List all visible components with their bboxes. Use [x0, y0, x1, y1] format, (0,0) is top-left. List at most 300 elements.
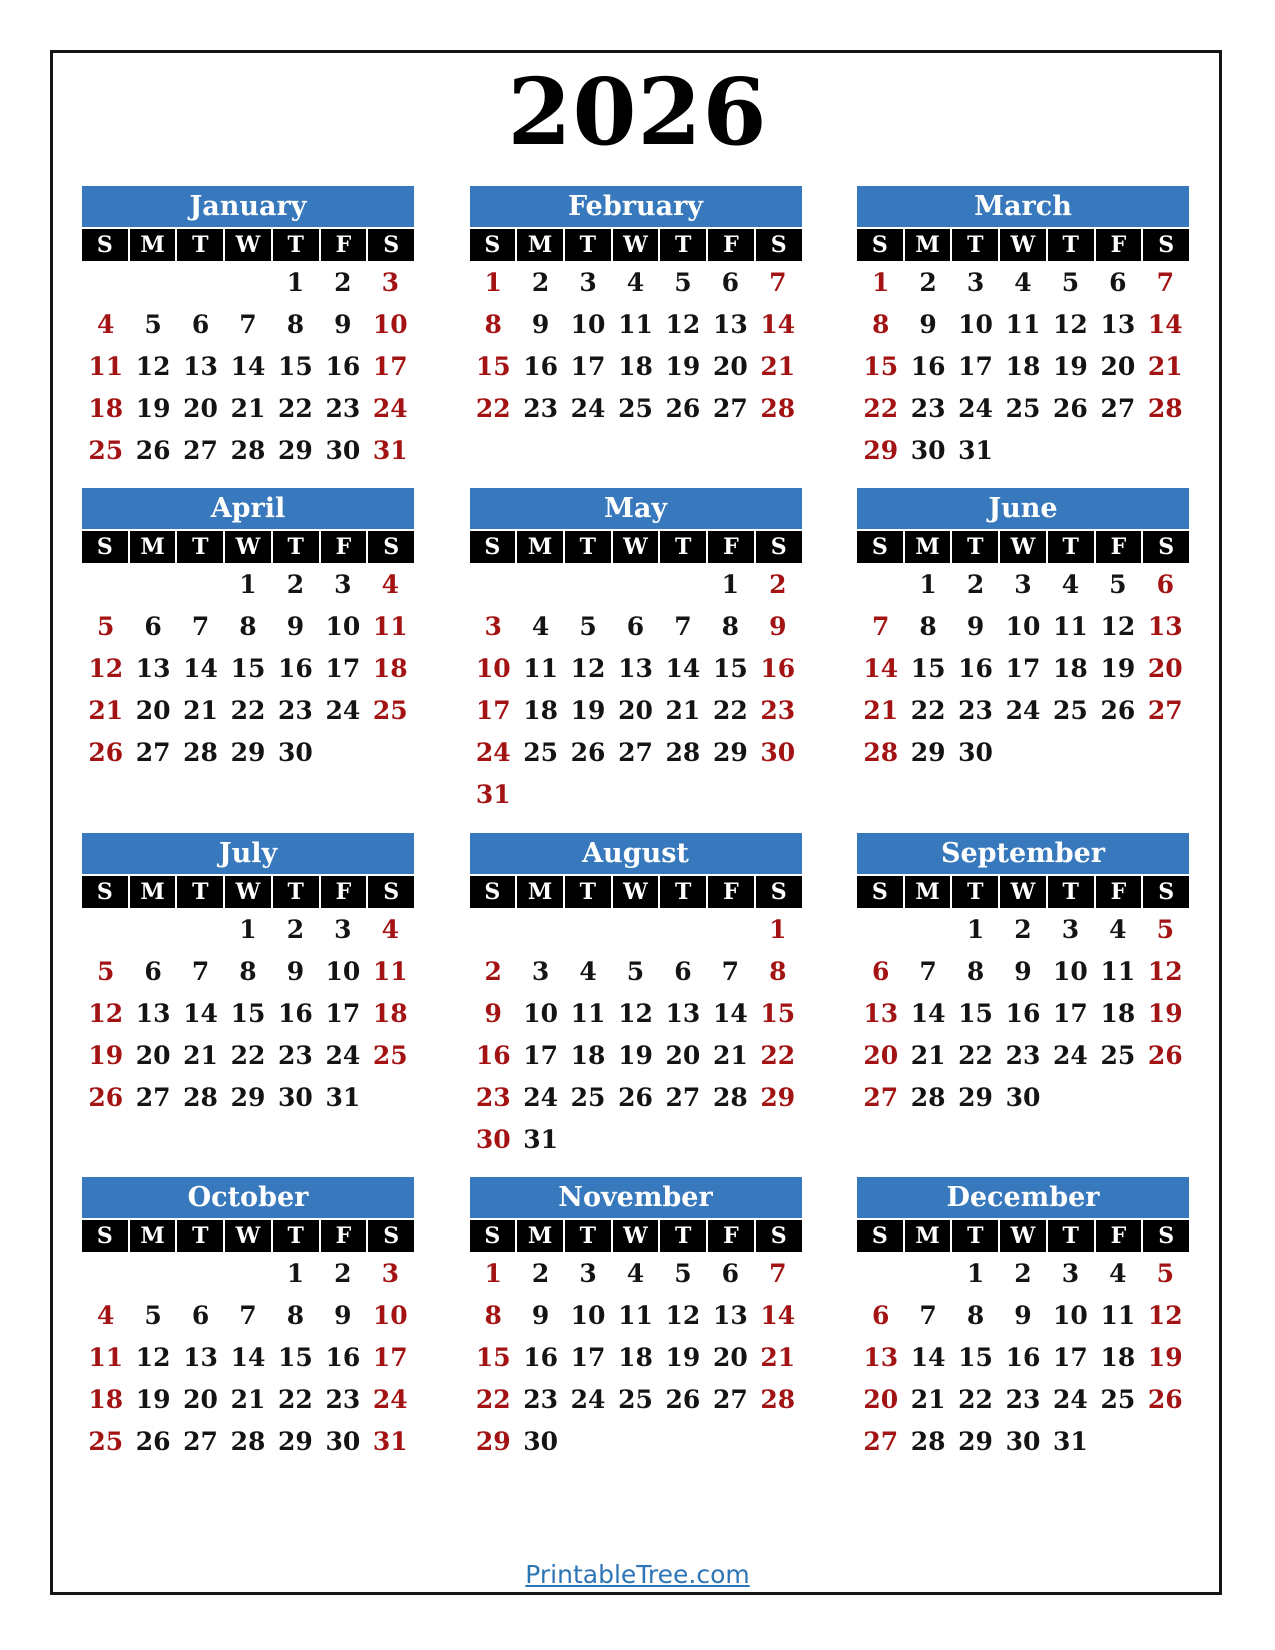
day-of-week-cell: W — [225, 1220, 271, 1252]
date-cell: 23 — [1005, 1384, 1041, 1414]
date-cell: 26 — [135, 435, 171, 465]
day-of-week-cell: T — [565, 876, 611, 908]
date-cell: 26 — [665, 393, 701, 423]
date-cell: 25 — [618, 1384, 653, 1414]
date-cell: 27 — [183, 435, 218, 465]
date-cell: 25 — [372, 1040, 408, 1070]
date-cell: 4 — [97, 309, 115, 339]
date-cell: 27 — [712, 393, 748, 423]
date-grid — [857, 261, 1189, 471]
date-cell — [1047, 1076, 1094, 1118]
date-cell: 30 — [475, 1124, 511, 1154]
date-cell: 21 — [863, 695, 899, 725]
date-cell: 15 — [958, 1342, 993, 1372]
date-cell: 20 — [1147, 653, 1183, 683]
day-of-week-cell: T — [565, 1220, 611, 1252]
date-cell: 18 — [1053, 653, 1088, 683]
date-cell — [564, 773, 611, 815]
day-of-week-cell: S — [857, 531, 903, 563]
month-block — [470, 186, 802, 429]
date-cell: 26 — [570, 737, 606, 767]
date-cell: 14 — [230, 1342, 266, 1372]
date-cell: 4 — [531, 611, 550, 641]
date-cell: 18 — [1100, 998, 1136, 1028]
day-of-week-cell: S — [756, 876, 802, 908]
date-cell — [177, 563, 224, 605]
day-of-week-row — [857, 1220, 1189, 1252]
day-of-week-cell: S — [368, 1220, 414, 1252]
date-cell: 4 — [626, 1258, 645, 1288]
date-cell: 8 — [966, 1300, 985, 1330]
date-cell: 3 — [381, 267, 399, 297]
date-cell — [1094, 1420, 1141, 1462]
date-cell: 6 — [191, 309, 210, 339]
date-cell: 29 — [958, 1426, 993, 1456]
month-name: November — [470, 1177, 802, 1218]
date-cell: 8 — [484, 1300, 502, 1330]
day-of-week-cell: M — [905, 229, 951, 261]
date-cell: 25 — [88, 1426, 124, 1456]
date-cell — [999, 731, 1046, 773]
date-cell: 28 — [863, 737, 899, 767]
date-cell: 17 — [475, 695, 511, 725]
date-cell: 24 — [570, 393, 606, 423]
date-cell: 6 — [721, 1258, 740, 1288]
date-cell: 24 — [1005, 695, 1041, 725]
date-cell: 26 — [618, 1082, 653, 1112]
day-of-week-cell: F — [321, 229, 367, 261]
day-of-week-cell: F — [708, 1220, 754, 1252]
day-of-week-row — [470, 229, 802, 261]
date-cell: 13 — [1100, 309, 1136, 339]
date-cell: 1 — [286, 1258, 305, 1288]
date-cell: 5 — [97, 611, 115, 641]
footer-link[interactable]: PrintableTree.com — [525, 1560, 750, 1589]
date-grid — [857, 563, 1189, 773]
day-of-week-cell: S — [470, 531, 516, 563]
date-cell: 18 — [1100, 1342, 1136, 1372]
date-cell: 19 — [1053, 351, 1088, 381]
date-cell: 6 — [1156, 569, 1174, 599]
date-cell: 16 — [523, 351, 559, 381]
month-block — [857, 833, 1189, 1118]
date-cell: 19 — [1147, 1342, 1183, 1372]
date-cell: 27 — [135, 1082, 171, 1112]
day-of-week-cell: T — [952, 531, 998, 563]
month-block — [82, 186, 414, 471]
date-grid — [470, 261, 802, 429]
date-cell: 29 — [230, 1082, 266, 1112]
date-cell: 19 — [1100, 653, 1136, 683]
date-cell: 15 — [475, 1342, 511, 1372]
date-cell: 7 — [1156, 267, 1174, 297]
day-of-week-cell: S — [368, 229, 414, 261]
date-cell — [754, 1118, 801, 1160]
date-cell: 23 — [1005, 1040, 1041, 1070]
day-of-week-cell: T — [273, 229, 319, 261]
date-cell: 27 — [863, 1082, 899, 1112]
date-cell: 26 — [1100, 695, 1136, 725]
date-cell: 1 — [239, 914, 257, 944]
date-cell: 30 — [325, 1426, 361, 1456]
date-cell: 29 — [278, 1426, 313, 1456]
date-cell — [659, 908, 706, 950]
date-cell — [1047, 429, 1094, 471]
date-cell: 8 — [919, 611, 937, 641]
date-cell: 16 — [958, 653, 993, 683]
date-cell: 31 — [475, 779, 511, 809]
date-cell — [999, 429, 1046, 471]
date-cell: 24 — [1053, 1384, 1088, 1414]
date-cell — [517, 563, 564, 605]
date-cell: 27 — [863, 1426, 899, 1456]
date-cell — [659, 773, 706, 815]
date-cell: 18 — [372, 653, 408, 683]
date-cell: 4 — [626, 267, 645, 297]
date-cell: 31 — [372, 1426, 408, 1456]
date-cell: 14 — [183, 998, 218, 1028]
date-grid — [857, 908, 1189, 1118]
date-cell: 8 — [239, 611, 257, 641]
day-of-week-cell: S — [1143, 1220, 1189, 1252]
month-name: December — [857, 1177, 1189, 1218]
date-cell: 2 — [334, 1258, 352, 1288]
date-cell: 6 — [1109, 267, 1127, 297]
date-cell — [612, 563, 659, 605]
date-cell: 27 — [1147, 695, 1183, 725]
date-cell: 10 — [1005, 611, 1041, 641]
date-cell: 8 — [769, 956, 787, 986]
month-name: July — [82, 833, 414, 874]
date-cell: 13 — [1147, 611, 1183, 641]
date-cell: 2 — [531, 267, 550, 297]
date-cell — [564, 1118, 611, 1160]
day-of-week-cell: S — [470, 229, 516, 261]
date-cell: 10 — [1053, 956, 1088, 986]
date-cell: 1 — [966, 1258, 985, 1288]
date-cell: 7 — [239, 1300, 257, 1330]
month-block — [857, 186, 1189, 471]
day-of-week-cell: S — [470, 876, 516, 908]
date-cell: 17 — [325, 998, 361, 1028]
date-cell: 24 — [1053, 1040, 1088, 1070]
date-cell: 30 — [910, 435, 946, 465]
date-cell: 3 — [579, 267, 597, 297]
date-cell: 20 — [863, 1040, 899, 1070]
date-cell: 1 — [286, 267, 305, 297]
date-cell: 25 — [1005, 393, 1041, 423]
day-of-week-cell: W — [613, 876, 659, 908]
date-cell: 11 — [570, 998, 606, 1028]
date-cell: 6 — [626, 611, 645, 641]
date-cell: 13 — [863, 1342, 899, 1372]
date-cell: 13 — [618, 653, 653, 683]
date-cell: 22 — [863, 393, 899, 423]
day-of-week-cell: T — [1048, 229, 1094, 261]
date-cell: 8 — [966, 956, 985, 986]
day-of-week-cell: S — [82, 229, 128, 261]
date-cell: 11 — [618, 1300, 653, 1330]
date-cell: 21 — [230, 1384, 266, 1414]
date-cell: 19 — [135, 1384, 171, 1414]
date-cell: 22 — [958, 1040, 993, 1070]
day-of-week-row — [470, 876, 802, 908]
date-cell: 11 — [1100, 1300, 1136, 1330]
day-of-week-cell: T — [177, 1220, 223, 1252]
day-of-week-cell: F — [708, 876, 754, 908]
date-cell: 24 — [958, 393, 993, 423]
date-cell — [754, 773, 801, 815]
date-cell: 20 — [863, 1384, 899, 1414]
date-cell: 12 — [570, 653, 606, 683]
day-of-week-row — [82, 229, 414, 261]
day-of-week-cell: T — [565, 531, 611, 563]
day-of-week-cell: T — [177, 229, 223, 261]
date-cell: 14 — [183, 653, 218, 683]
date-grid — [857, 1252, 1189, 1462]
date-cell: 5 — [144, 309, 162, 339]
date-cell — [129, 908, 176, 950]
date-cell: 26 — [665, 1384, 701, 1414]
date-cell: 9 — [531, 1300, 550, 1330]
date-cell: 9 — [1014, 1300, 1032, 1330]
day-of-week-row — [470, 531, 802, 563]
date-cell — [319, 731, 366, 773]
date-cell: 17 — [523, 1040, 559, 1070]
date-cell: 5 — [674, 267, 692, 297]
day-of-week-cell: F — [321, 1220, 367, 1252]
date-cell: 23 — [523, 393, 559, 423]
date-cell: 13 — [183, 1342, 218, 1372]
date-cell: 9 — [286, 611, 305, 641]
date-cell: 23 — [910, 393, 946, 423]
date-cell: 11 — [1053, 611, 1088, 641]
date-cell: 22 — [910, 695, 946, 725]
date-cell: 5 — [1061, 267, 1080, 297]
date-cell: 9 — [769, 611, 787, 641]
date-cell: 22 — [760, 1040, 796, 1070]
date-cell — [177, 908, 224, 950]
date-cell — [82, 261, 129, 303]
date-cell: 5 — [579, 611, 597, 641]
month-block — [470, 833, 802, 1160]
date-cell — [517, 908, 564, 950]
date-cell: 29 — [760, 1082, 796, 1112]
date-cell: 12 — [135, 351, 171, 381]
date-cell: 23 — [325, 1384, 361, 1414]
date-cell: 29 — [863, 435, 899, 465]
day-of-week-cell: W — [1000, 876, 1046, 908]
date-cell: 1 — [769, 914, 787, 944]
date-cell — [1142, 731, 1189, 773]
date-cell: 26 — [1147, 1040, 1183, 1070]
date-cell: 14 — [910, 998, 946, 1028]
date-cell: 21 — [712, 1040, 748, 1070]
date-cell: 9 — [484, 998, 502, 1028]
date-cell: 10 — [372, 309, 408, 339]
date-cell: 1 — [239, 569, 257, 599]
day-of-week-cell: F — [321, 876, 367, 908]
date-cell: 16 — [1005, 998, 1041, 1028]
date-cell: 6 — [721, 267, 740, 297]
day-of-week-cell: F — [1096, 876, 1142, 908]
month-name: February — [470, 186, 802, 227]
date-cell: 10 — [570, 309, 606, 339]
date-cell: 13 — [665, 998, 701, 1028]
date-cell: 30 — [1005, 1426, 1041, 1456]
date-cell: 5 — [674, 1258, 692, 1288]
date-cell: 14 — [230, 351, 266, 381]
date-cell: 19 — [665, 351, 701, 381]
date-cell: 12 — [665, 1300, 701, 1330]
month-block — [82, 488, 414, 773]
date-cell: 30 — [958, 737, 993, 767]
day-of-week-cell: S — [857, 1220, 903, 1252]
day-of-week-cell: T — [952, 1220, 998, 1252]
month-name: March — [857, 186, 1189, 227]
date-cell: 2 — [286, 569, 305, 599]
date-cell: 20 — [618, 695, 653, 725]
date-cell: 6 — [144, 611, 162, 641]
date-cell: 11 — [372, 611, 408, 641]
date-cell: 29 — [475, 1426, 511, 1456]
day-of-week-cell: M — [905, 531, 951, 563]
day-of-week-row — [857, 531, 1189, 563]
date-cell: 17 — [372, 351, 408, 381]
date-cell: 26 — [88, 1082, 124, 1112]
date-cell: 22 — [475, 393, 511, 423]
date-cell: 4 — [1109, 1258, 1127, 1288]
date-cell: 22 — [475, 1384, 511, 1414]
date-cell: 16 — [278, 998, 313, 1028]
date-cell: 11 — [1100, 956, 1136, 986]
date-cell: 4 — [1014, 267, 1032, 297]
date-cell — [612, 773, 659, 815]
date-cell: 1 — [919, 569, 937, 599]
date-cell: 6 — [872, 956, 890, 986]
date-cell: 30 — [1005, 1082, 1041, 1112]
date-cell: 12 — [665, 309, 701, 339]
month-name: April — [82, 488, 414, 529]
date-cell: 3 — [1014, 569, 1032, 599]
day-of-week-cell: S — [756, 531, 802, 563]
day-of-week-cell: W — [1000, 229, 1046, 261]
date-cell — [82, 908, 129, 950]
date-cell: 9 — [919, 309, 937, 339]
day-of-week-row — [82, 1220, 414, 1252]
day-of-week-row — [82, 876, 414, 908]
date-cell: 30 — [325, 435, 361, 465]
date-cell: 21 — [910, 1384, 946, 1414]
date-cell: 27 — [618, 737, 653, 767]
date-cell: 25 — [372, 695, 408, 725]
day-of-week-cell: S — [82, 876, 128, 908]
date-cell: 25 — [570, 1082, 606, 1112]
date-cell: 19 — [618, 1040, 653, 1070]
date-grid — [82, 261, 414, 471]
date-cell: 21 — [183, 1040, 218, 1070]
day-of-week-cell: T — [660, 531, 706, 563]
date-cell: 3 — [1061, 1258, 1080, 1288]
date-cell: 16 — [760, 653, 796, 683]
date-cell: 13 — [712, 1300, 748, 1330]
date-cell: 7 — [769, 267, 787, 297]
date-cell: 25 — [618, 393, 653, 423]
date-cell: 23 — [958, 695, 993, 725]
date-cell: 5 — [1156, 1258, 1174, 1288]
date-cell — [564, 1420, 611, 1462]
date-cell: 17 — [325, 653, 361, 683]
date-cell: 27 — [665, 1082, 701, 1112]
date-cell — [224, 261, 271, 303]
date-cell: 9 — [334, 309, 352, 339]
date-cell: 8 — [872, 309, 890, 339]
day-of-week-cell: T — [273, 876, 319, 908]
day-of-week-cell: F — [1096, 531, 1142, 563]
day-of-week-cell: M — [130, 876, 176, 908]
day-of-week-row — [857, 229, 1189, 261]
date-cell: 4 — [579, 956, 597, 986]
day-of-week-cell: W — [1000, 531, 1046, 563]
date-cell: 18 — [523, 695, 559, 725]
date-cell: 14 — [665, 653, 701, 683]
date-cell: 7 — [191, 611, 210, 641]
date-cell: 12 — [88, 998, 124, 1028]
date-cell: 23 — [278, 695, 313, 725]
date-cell: 15 — [230, 998, 266, 1028]
day-of-week-cell: M — [905, 876, 951, 908]
date-cell: 15 — [712, 653, 748, 683]
date-cell: 15 — [475, 351, 511, 381]
date-cell — [367, 1076, 414, 1118]
day-of-week-cell: S — [857, 876, 903, 908]
date-cell: 2 — [769, 569, 787, 599]
date-cell: 2 — [286, 914, 305, 944]
date-cell: 5 — [1109, 569, 1127, 599]
day-of-week-row — [470, 1220, 802, 1252]
day-of-week-cell: M — [517, 876, 563, 908]
day-of-week-cell: S — [82, 1220, 128, 1252]
month-name: August — [470, 833, 802, 874]
date-cell: 24 — [325, 1040, 361, 1070]
year-title: 2026 — [507, 58, 768, 166]
day-of-week-row — [82, 531, 414, 563]
date-cell: 12 — [618, 998, 653, 1028]
date-cell: 31 — [1053, 1426, 1088, 1456]
day-of-week-cell: T — [1048, 1220, 1094, 1252]
date-cell: 16 — [910, 351, 946, 381]
date-cell: 13 — [135, 653, 171, 683]
date-cell: 19 — [135, 393, 171, 423]
date-cell — [707, 773, 754, 815]
date-cell: 14 — [760, 309, 796, 339]
date-cell: 31 — [325, 1082, 361, 1112]
day-of-week-cell: S — [470, 1220, 516, 1252]
day-of-week-cell: W — [225, 229, 271, 261]
date-cell: 3 — [484, 611, 502, 641]
date-cell — [857, 563, 904, 605]
month-name: May — [470, 488, 802, 529]
date-cell: 8 — [484, 309, 502, 339]
day-of-week-cell: T — [273, 1220, 319, 1252]
date-cell: 3 — [1061, 914, 1080, 944]
date-cell: 23 — [325, 393, 361, 423]
month-block — [857, 1177, 1189, 1462]
day-of-week-cell: S — [82, 531, 128, 563]
date-cell: 12 — [88, 653, 124, 683]
date-cell: 28 — [183, 737, 218, 767]
day-of-week-cell: F — [321, 531, 367, 563]
